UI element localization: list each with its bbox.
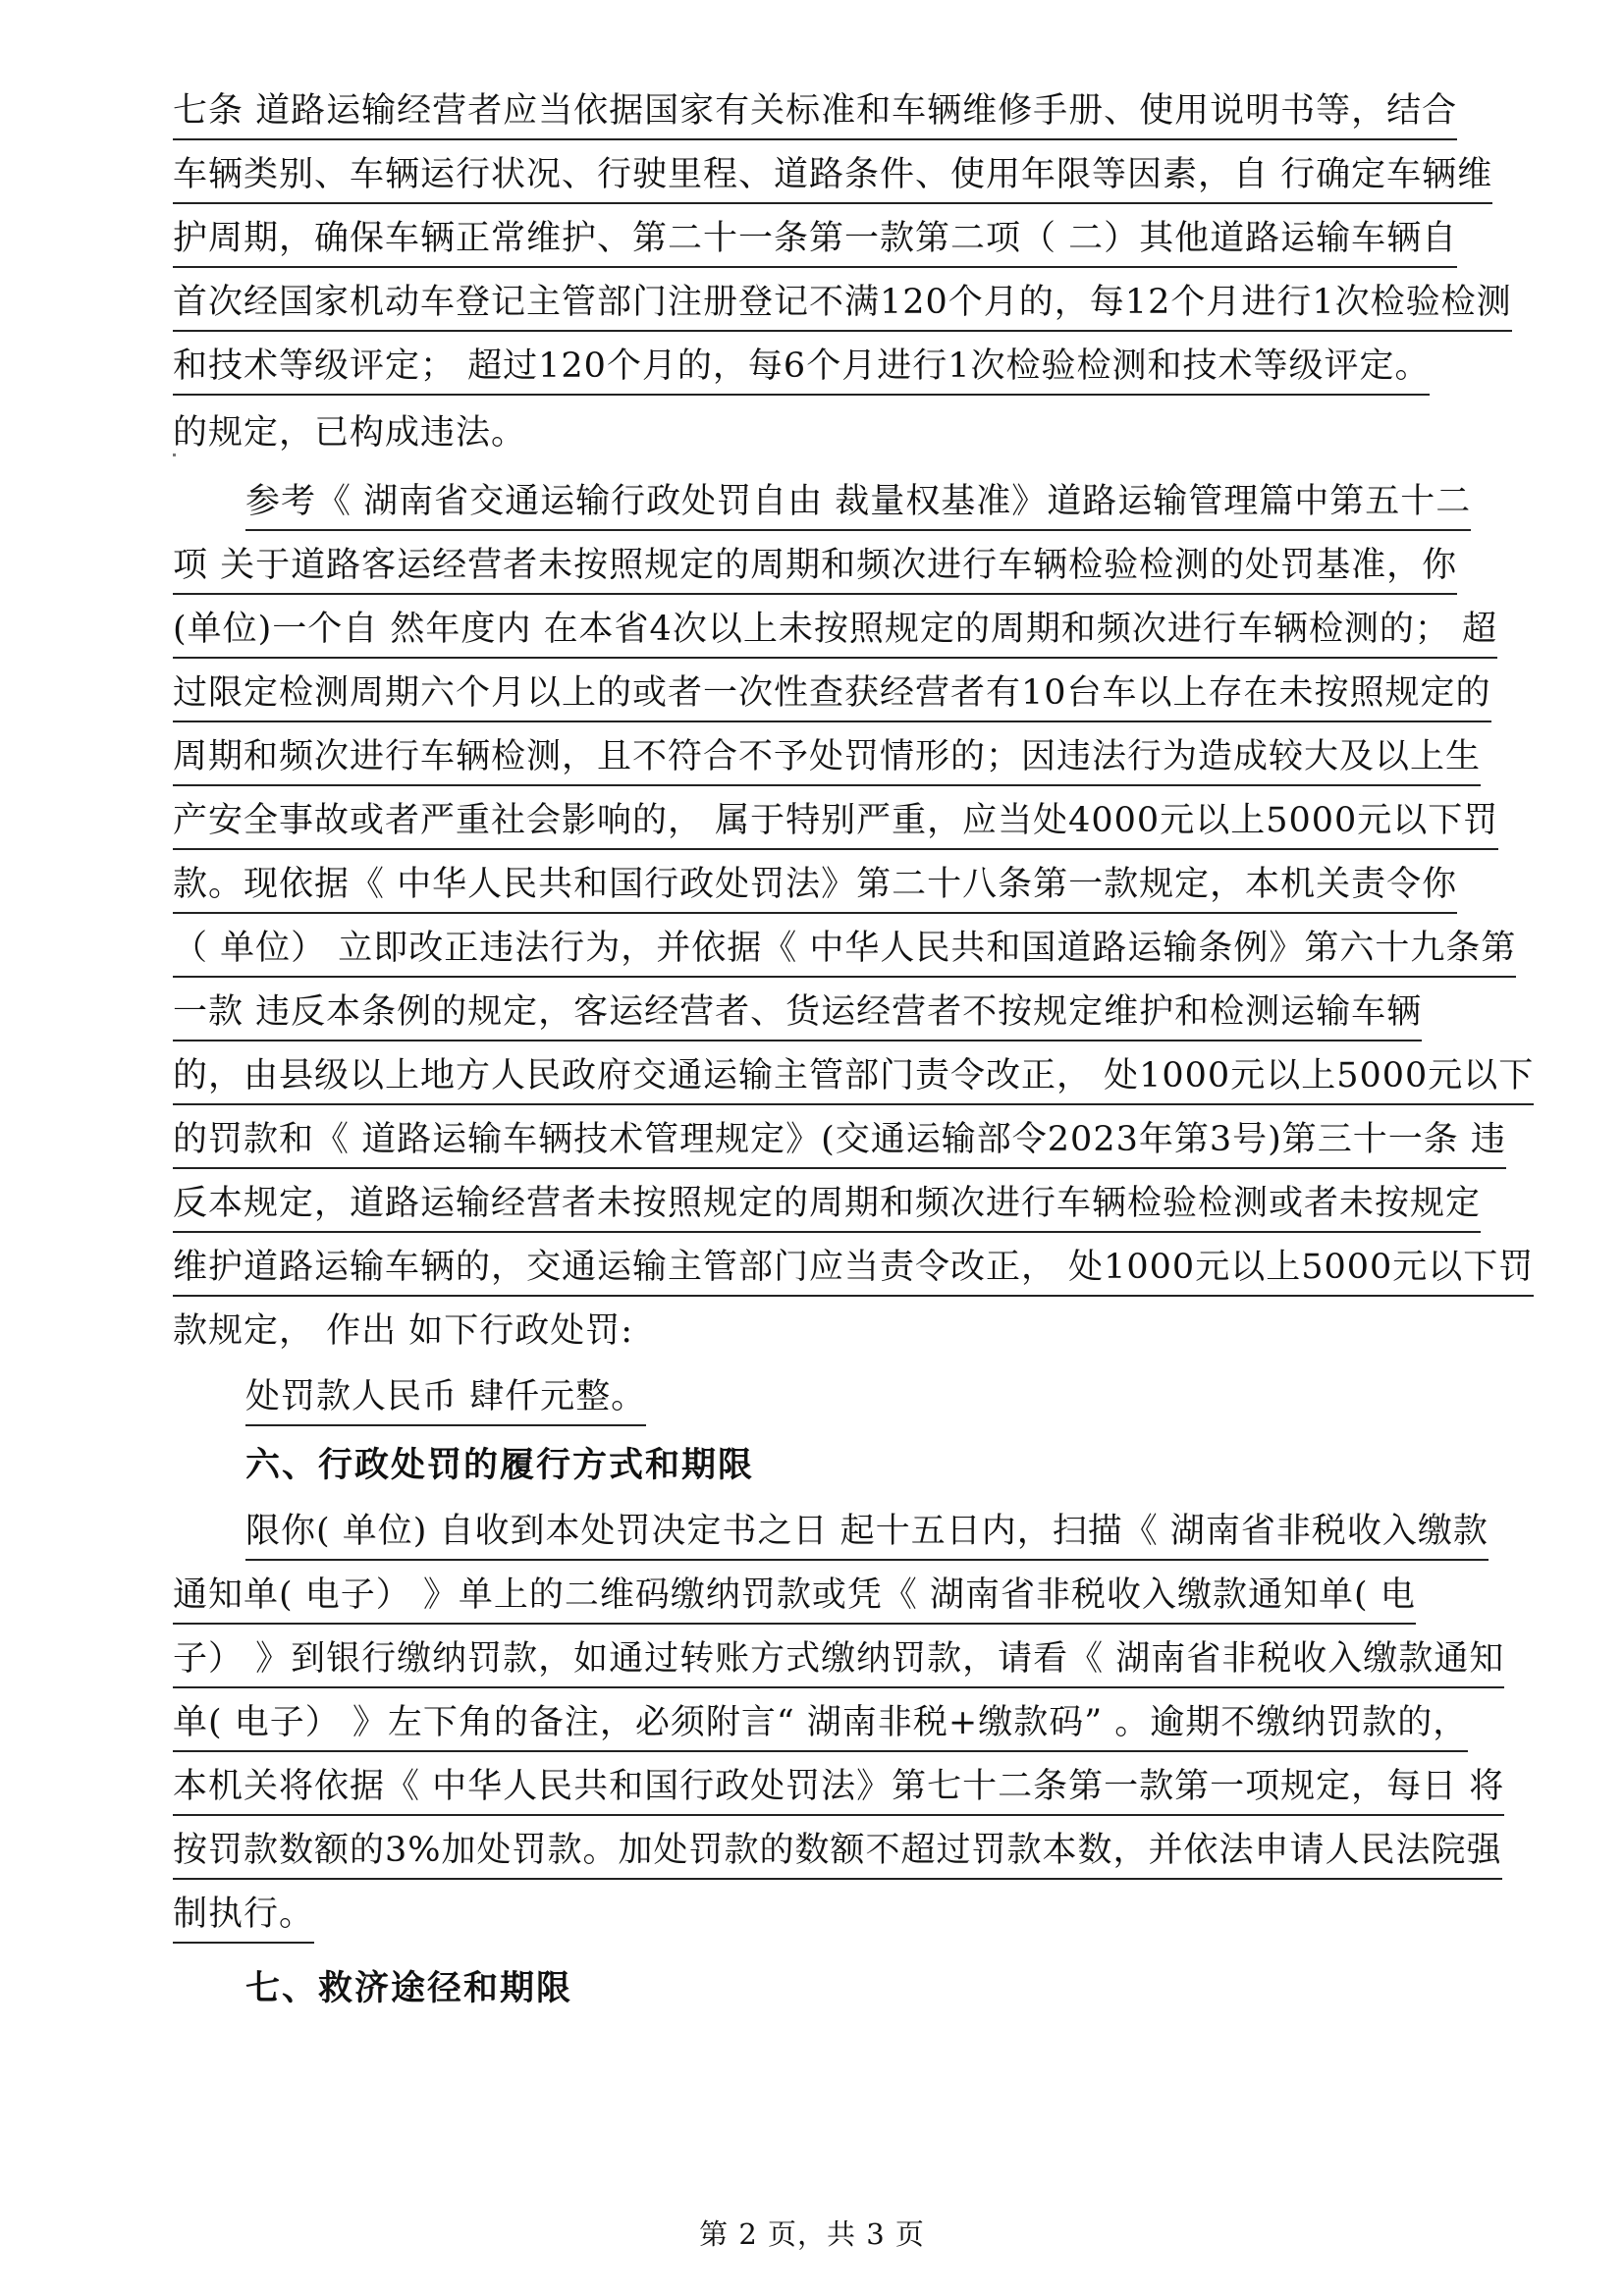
paragraph-1-line-3: 护周期，确保车辆正常维护、第二十一条第一款第二项（ 二）其他道路运输车辆自 [173,216,1457,268]
paragraph-3-line-7: 制执行。 [173,1892,314,1944]
page-number-footer: 第 2 页，共 3 页 [699,2217,925,2251]
paragraph-2-line-14: 款规定， 作出 如下行政处罚: [173,1311,634,1351]
section-6-heading: 六、行政处罚的履行方式和期限 [245,1445,755,1485]
paragraph-2-line-5: 周期和频次进行车辆检测，且不符合不予处罚情形的；因违法行为造成较大及以上生 [173,734,1481,786]
paragraph-2-line-8: （ 单位） 立即改正违法行为，并依据《 中华人民共和国道路运输条例》第六十九条第 [173,926,1516,978]
paragraph-3-line-3: 子） 》到银行缴纳罚款，如通过转账方式缴纳罚款，请看《 湖南省非税收入缴款通知 [173,1636,1504,1688]
stray-mark [173,454,176,456]
paragraph-1-line-1: 七条 道路运输经营者应当依据国家有关标准和车辆维修手册、使用说明书等，结合 [173,88,1457,140]
paragraph-2-line-4: 过限定检测周期六个月以上的或者一次性查获经营者有10台车以上存在未按照规定的 [173,670,1491,722]
paragraph-2-line-2: 项 关于道路客运经营者未按照规定的周期和频次进行车辆检验检测的处罚基准，你 [173,543,1457,595]
paragraph-2-line-11: 的罚款和《 道路运输车辆技术管理规定》(交通运输部令2023年第3号)第三十一条 违 [173,1117,1506,1169]
penalty-amount: 处罚款人民币 肆仟元整。 [245,1374,646,1426]
paragraph-1-line-6: 的规定，已构成违法。 [173,413,527,453]
paragraph-2-line-3: (单位)一个自 然年度内 在本省4次以上未按照规定的周期和频次进行车辆检测的； 超 [173,607,1497,659]
paragraph-1-line-5: 和技术等级评定； 超过120个月的，每6个月进行1次检验检测和技术等级评定。 [173,344,1430,396]
paragraph-3-line-2: 通知单( 电子） 》单上的二维码缴纳罚款或凭《 湖南省非税收入缴款通知单( 电 [173,1573,1416,1625]
paragraph-2-line-1: 参考《 湖南省交通运输行政处罚自由 裁量权基准》道路运输管理篇中第五十二 [245,479,1471,531]
paragraph-2-line-7: 款。现依据《 中华人民共和国行政处罚法》第二十八条第一款规定，本机关责令你 [173,862,1457,914]
paragraph-2-line-12: 反本规定，道路运输经营者未按照规定的周期和频次进行车辆检验检测或者未按规定 [173,1181,1481,1233]
paragraph-2-line-9: 一款 违反本条例的规定，客运经营者、货运经营者不按规定维护和检测运输车辆 [173,989,1422,1041]
paragraph-2-line-10: 的，由县级以上地方人民政府交通运输主管部门责令改正， 处1000元以上5000元以下 [173,1053,1534,1105]
paragraph-3-line-4: 单( 电子） 》左下角的备注，必须附言“ 湖南非税+缴款码” 。逾期不缴纳罚款的， [173,1700,1468,1752]
paragraph-2-line-13: 维护道路运输车辆的，交通运输主管部门应当责令改正， 处1000元以上5000元以下罚 [173,1245,1534,1297]
paragraph-3-line-6: 按罚款数额的3%加处罚款。加处罚款的数额不超过罚款本数，并依法申请人民法院强 [173,1828,1502,1880]
paragraph-3-line-5: 本机关将依据《 中华人民共和国行政处罚法》第七十二条第一款第一项规定，每日 将 [173,1764,1504,1816]
paragraph-3-line-1: 限你( 单位) 自收到本处罚决定书之日 起十五日内，扫描《 湖南省非税收入缴款 [245,1509,1489,1561]
section-7-heading: 七、救济途径和期限 [245,1968,573,2008]
paragraph-2-line-6: 产安全事故或者严重社会影响的， 属于特别严重，应当处4000元以上5000元以下罚 [173,798,1498,850]
paragraph-1-line-2: 车辆类别、车辆运行状况、行驶里程、道路条件、使用年限等因素，自 行确定车辆维 [173,152,1492,204]
paragraph-1-line-4: 首次经国家机动车登记主管部门注册登记不满120个月的，每12个月进行1次检验检测 [173,280,1512,332]
